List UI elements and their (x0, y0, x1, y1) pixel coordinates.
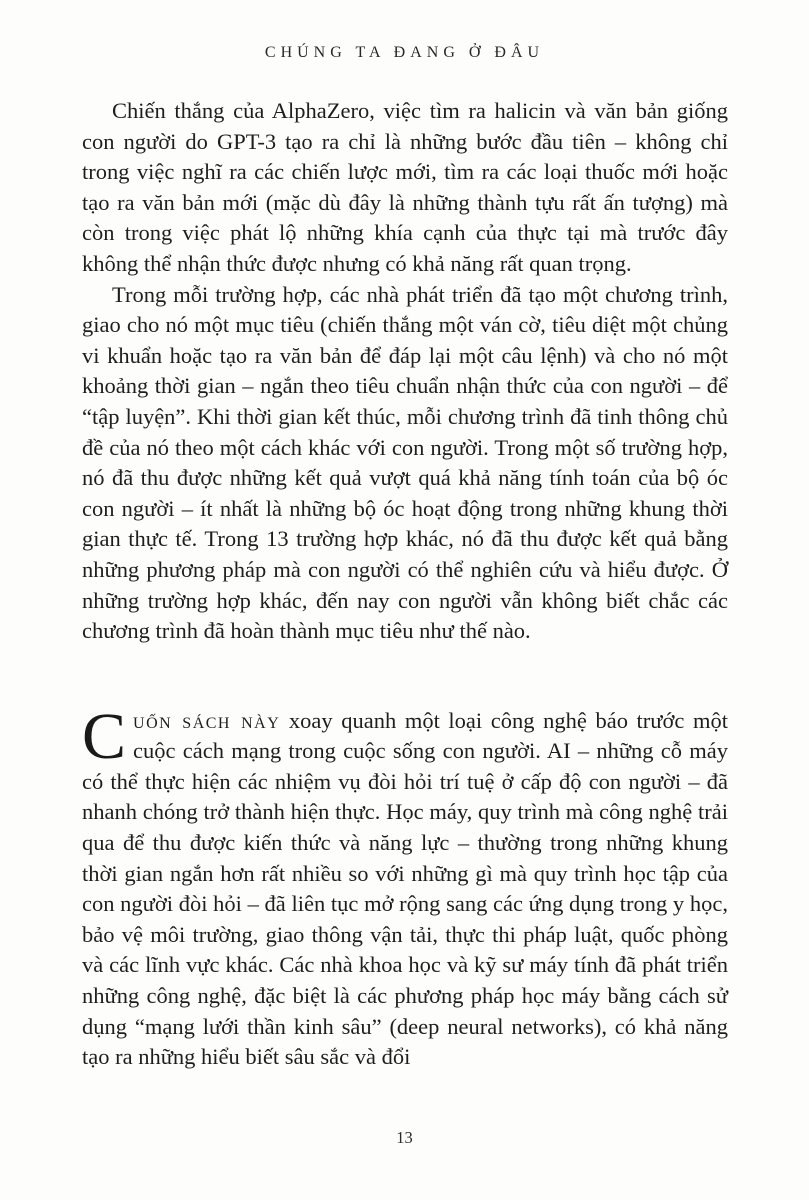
paragraph: Chiến thắng của AlphaZero, việc tìm ra halicin và văn bản giống con người do GPT-3 tạo ra chỉ là những bước đầu tiên – không chỉ trong việc nghĩ ra các chiến lược mới, tìm ra các loại thuốc mới hoặc tạo ra văn bản mới (mặc dù đây là những thành tựu rất ấn tượng) mà còn trong việc phát lộ những khía cạnh của thực tại mà trước đây không thể nhận thức được nhưng có khả năng rất quan trọng. (82, 98, 728, 276)
running-header: CHÚNG TA ĐANG Ở ĐÂU (264, 44, 545, 61)
section-opening-paragraph (82, 699, 728, 1073)
paragraph: Trong mỗi trường hợp, các nhà phát triển đã tạo một chương trình, giao cho nó một mục tiêu (chiến thắng một ván cờ, tiêu diệt một chủng vi khuẩn hoặc tạo ra văn bản để đáp lại một câu lệnh) và cho nó một khoảng thời gian – ngắn theo tiêu chuẩn nhận thức của con người – để “tập luyện”. Khi thời gian kết thúc, mỗi chương trình đã tinh thông chủ đề của nó theo một cách khác với con người. Trong một số trường hợp, nó đã thu được những kết quả vượt quá khả năng tính toán của bộ óc con người – ít nhất là những bộ óc hoạt động trong những khung thời gian thực tế. Trong 13 trường hợp khác, nó đã thu được kết quả bằng những phương pháp mà con người có thể nghiên cứu và hiểu được. Ở những trường hợp khác, đến nay con người vẫn không biết chắc các chương trình đã hoàn thành mục tiêu như thế nào. (82, 281, 728, 644)
page-number: 13 (396, 1128, 413, 1147)
text-block (82, 96, 728, 1073)
smallcaps-lead: uốn sách này (133, 707, 281, 733)
section-opening-text: xoay quanh một loại công nghệ báo trước một cuộc cách mạng trong cuộc sống con người. AI – những cỗ máy có thể thực hiện các nhiệm vụ đòi hỏi trí tuệ ở cấp độ con người – đã nhanh chóng trở thành hiện thực. Học máy, quy trình mà công nghệ trải qua để thu được kiến thức và năng lực – thường trong những khung thời gian ngắn hơn rất nhiều so với những gì mà quy trình học tập của con người đòi hỏi – đã liên tục mở rộng sang các ứng dụng trong y học, bảo vệ môi trường, giao thông vận tải, thực thi pháp luật, quốc phòng và các lĩnh vực khác. Các nhà khoa học và kỹ sư máy tính đã phát triển những công nghệ, đặc biệt là các phương pháp học máy bằng cách sử dụng “mạng lưới thần kinh sâu” (deep neural networks), có khả năng tạo ra những hiểu biết sâu sắc và đổi (82, 707, 728, 1070)
dropcap-letter: C (82, 699, 127, 773)
